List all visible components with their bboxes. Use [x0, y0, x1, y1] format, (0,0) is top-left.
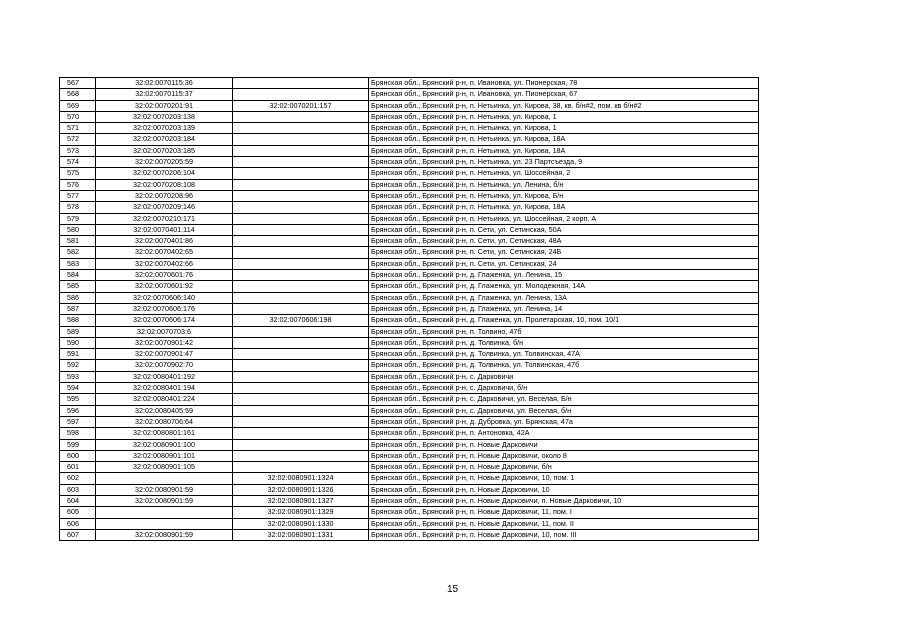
row-number-cell: 584	[60, 270, 96, 281]
table-row	[60, 100, 759, 111]
row-number-cell: 607	[60, 529, 96, 540]
related-cadastral-number-cell	[233, 236, 369, 247]
related-cadastral-number-cell	[233, 179, 369, 190]
table-row	[60, 247, 759, 258]
related-cadastral-number-cell	[233, 337, 369, 348]
cadastral-number-cell: 32:02:0070201:91	[96, 100, 233, 111]
related-cadastral-number-cell	[233, 270, 369, 281]
related-cadastral-number-cell: 32:02:0080901:1326	[233, 484, 369, 495]
table-row	[60, 111, 759, 122]
address-cell: Брянская обл., Брянский р-н, п. Нетьинка, ул. Ленина, б/н	[369, 179, 759, 190]
table-row	[60, 383, 759, 394]
address-cell: Брянская обл., Брянский р-н, п. Новые Дарковичи, п. Новые Дарковичи, 10	[369, 495, 759, 506]
table-row	[60, 405, 759, 416]
related-cadastral-number-cell	[233, 326, 369, 337]
address-cell: Брянская обл., Брянский р-н, с. Дарковичи, ул. Веселая, Б/н	[369, 394, 759, 405]
related-cadastral-number-cell	[233, 439, 369, 450]
related-cadastral-number-cell	[233, 281, 369, 292]
cadastral-number-cell: 32:02:0070203:139	[96, 123, 233, 134]
cadastral-number-cell: 32:02:0070601:76	[96, 270, 233, 281]
table-row	[60, 349, 759, 360]
cadastral-number-cell: 32:02:0070606:174	[96, 315, 233, 326]
table-row	[60, 315, 759, 326]
related-cadastral-number-cell: 32:02:0080901:1327	[233, 495, 369, 506]
table-row	[60, 145, 759, 156]
cadastral-number-cell: 32:02:0070902:70	[96, 360, 233, 371]
cadastral-number-cell: 32:02:0080901:59	[96, 495, 233, 506]
row-number-cell: 593	[60, 371, 96, 382]
row-number-cell: 587	[60, 303, 96, 314]
table-row	[60, 371, 759, 382]
cadastral-number-cell: 32:02:0070210:171	[96, 213, 233, 224]
table-row	[60, 473, 759, 484]
related-cadastral-number-cell	[233, 428, 369, 439]
table-row	[60, 450, 759, 461]
related-cadastral-number-cell	[233, 462, 369, 473]
address-cell: Брянская обл., Брянский р-н, д. Глаженка, ул. Ленина, 13А	[369, 292, 759, 303]
table-row	[60, 529, 759, 540]
row-number-cell: 586	[60, 292, 96, 303]
related-cadastral-number-cell: 32:02:0070201:157	[233, 100, 369, 111]
related-cadastral-number-cell: 32:02:0080901:1330	[233, 518, 369, 529]
address-cell: Брянская обл., Брянский р-н, д. Толвинка, б/н	[369, 337, 759, 348]
cadastral-number-cell: 32:02:0080901:59	[96, 529, 233, 540]
cadastral-number-cell: 32:02:0070901:47	[96, 349, 233, 360]
address-cell: Брянская обл., Брянский р-н, п. Ивановка, ул. Пионерская, 78	[369, 78, 759, 89]
related-cadastral-number-cell	[233, 383, 369, 394]
table-row	[60, 123, 759, 134]
cadastral-number-cell: 32:02:0080706:64	[96, 416, 233, 427]
row-number-cell: 598	[60, 428, 96, 439]
row-number-cell: 595	[60, 394, 96, 405]
cadastral-number-cell: 32:02:0080401:192	[96, 371, 233, 382]
table-row	[60, 292, 759, 303]
row-number-cell: 573	[60, 145, 96, 156]
cadastral-number-cell: 32:02:0080901:100	[96, 439, 233, 450]
cadastral-number-cell	[96, 518, 233, 529]
row-number-cell: 588	[60, 315, 96, 326]
related-cadastral-number-cell: 32:02:0070606:198	[233, 315, 369, 326]
related-cadastral-number-cell	[233, 450, 369, 461]
related-cadastral-number-cell: 32:02:0080901:1324	[233, 473, 369, 484]
row-number-cell: 576	[60, 179, 96, 190]
address-cell: Брянская обл., Брянский р-н, п. Сети, ул. Сетинская, 50А	[369, 224, 759, 235]
address-cell: Брянская обл., Брянский р-н, п. Нетьинка, ул. 23 Партсъезда, 9	[369, 157, 759, 168]
table-row	[60, 337, 759, 348]
related-cadastral-number-cell	[233, 303, 369, 314]
row-number-cell: 583	[60, 258, 96, 269]
related-cadastral-number-cell	[233, 190, 369, 201]
row-number-cell: 606	[60, 518, 96, 529]
address-cell: Брянская обл., Брянский р-н, п. Нетьинка, ул. Кирова, 1	[369, 123, 759, 134]
table-row	[60, 439, 759, 450]
table-row	[60, 78, 759, 89]
related-cadastral-number-cell	[233, 360, 369, 371]
cadastral-number-cell: 32:02:0070901:42	[96, 337, 233, 348]
cadastral-number-cell: 32:02:0070401:86	[96, 236, 233, 247]
related-cadastral-number-cell	[233, 394, 369, 405]
row-number-cell: 602	[60, 473, 96, 484]
cadastral-number-cell: 32:02:0070115:36	[96, 78, 233, 89]
row-number-cell: 580	[60, 224, 96, 235]
address-cell: Брянская обл., Брянский р-н, с. Дарковичи	[369, 371, 759, 382]
table-row	[60, 495, 759, 506]
row-number-cell: 570	[60, 111, 96, 122]
page-number: 15	[446, 584, 459, 595]
table-row	[60, 190, 759, 201]
table-row	[60, 462, 759, 473]
address-cell: Брянская обл., Брянский р-н, п. Нетьинка, ул. Кирова, 18А	[369, 145, 759, 156]
related-cadastral-number-cell	[233, 78, 369, 89]
related-cadastral-number-cell	[233, 202, 369, 213]
address-cell: Брянская обл., Брянский р-н, д. Глаженка, ул. Молодежная, 14А	[369, 281, 759, 292]
table-row	[60, 270, 759, 281]
address-cell: Брянская обл., Брянский р-н, д. Глаженка, ул. Пролетарская, 10, пом. 10/1	[369, 315, 759, 326]
table-row	[60, 303, 759, 314]
row-number-cell: 597	[60, 416, 96, 427]
row-number-cell: 577	[60, 190, 96, 201]
cadastral-number-cell: 32:02:0080801:161	[96, 428, 233, 439]
cadastral-number-cell: 32:02:0080901:105	[96, 462, 233, 473]
address-cell: Брянская обл., Брянский р-н, д. Глаженка, ул. Ленина, 14	[369, 303, 759, 314]
address-cell: Брянская обл., Брянский р-н, п. Сети, ул. Сетинская, 24Б	[369, 247, 759, 258]
cadastral-number-cell: 32:02:0080901:101	[96, 450, 233, 461]
related-cadastral-number-cell	[233, 89, 369, 100]
related-cadastral-number-cell	[233, 145, 369, 156]
table-row	[60, 258, 759, 269]
address-cell: Брянская обл., Брянский р-н, п. Нетьинка, ул. Кирова, 38, кв. б/н#2, пом. кв б/н#2	[369, 100, 759, 111]
address-cell: Брянская обл., Брянский р-н, п. Новые Дарковичи, 11, пом. II	[369, 518, 759, 529]
row-number-cell: 591	[60, 349, 96, 360]
address-cell: Брянская обл., Брянский р-н, п. Новые Дарковичи, 10, пом. III	[369, 529, 759, 540]
row-number-cell: 575	[60, 168, 96, 179]
table-row	[60, 428, 759, 439]
cadastral-number-cell: 32:02:0080405:59	[96, 405, 233, 416]
row-number-cell: 582	[60, 247, 96, 258]
related-cadastral-number-cell	[233, 134, 369, 145]
cadastral-number-cell: 32:02:0070206:104	[96, 168, 233, 179]
cadastral-number-cell: 32:02:0070606:140	[96, 292, 233, 303]
table-row	[60, 326, 759, 337]
cadastral-number-cell: 32:02:0080401:194	[96, 383, 233, 394]
row-number-cell: 603	[60, 484, 96, 495]
table-row	[60, 236, 759, 247]
cadastral-number-cell: 32:02:0070115:37	[96, 89, 233, 100]
table-row	[60, 518, 759, 529]
address-cell: Брянская обл., Брянский р-н, п. Нетьинка, ул. Кирова, 1	[369, 111, 759, 122]
table-row	[60, 416, 759, 427]
address-cell: Брянская обл., Брянский р-н, с. Дарковичи, ул. Веселая, б/н	[369, 405, 759, 416]
row-number-cell: 600	[60, 450, 96, 461]
address-cell: Брянская обл., Брянский р-н, п. Сети, ул. Сетинская, 24	[369, 258, 759, 269]
address-cell: Брянская обл., Брянский р-н, п. Новые Дарковичи, 11, пом. I	[369, 507, 759, 518]
cadastral-number-cell: 32:02:0070402:66	[96, 258, 233, 269]
cadastral-number-cell: 32:02:0070703:6	[96, 326, 233, 337]
cadastral-number-cell	[96, 507, 233, 518]
row-number-cell: 574	[60, 157, 96, 168]
row-number-cell: 596	[60, 405, 96, 416]
row-number-cell: 578	[60, 202, 96, 213]
cadastral-number-cell: 32:02:0080901:59	[96, 484, 233, 495]
address-cell: Брянская обл., Брянский р-н, п. Нетьинка, ул. Шоссейная, 2 корп. А	[369, 213, 759, 224]
table-row	[60, 360, 759, 371]
address-cell: Брянская обл., Брянский р-н, п. Новые Дарковичи, б/н	[369, 462, 759, 473]
address-cell: Брянская обл., Брянский р-н, д. Толвинка, ул. Толвинская, 47А	[369, 349, 759, 360]
row-number-cell: 571	[60, 123, 96, 134]
cadastral-number-cell: 32:02:0070205:59	[96, 157, 233, 168]
table-row	[60, 394, 759, 405]
address-cell: Брянская обл., Брянский р-н, п. Нетьинка, ул. Кирова, Б/н	[369, 190, 759, 201]
row-number-cell: 604	[60, 495, 96, 506]
row-number-cell: 585	[60, 281, 96, 292]
table-row	[60, 507, 759, 518]
table-row	[60, 134, 759, 145]
row-number-cell: 605	[60, 507, 96, 518]
table-body	[60, 78, 759, 541]
cadastral-number-cell: 32:02:0070208:96	[96, 190, 233, 201]
related-cadastral-number-cell	[233, 292, 369, 303]
related-cadastral-number-cell	[233, 213, 369, 224]
table-row	[60, 168, 759, 179]
cadastral-number-cell: 32:02:0070606:176	[96, 303, 233, 314]
cadastral-number-cell	[96, 473, 233, 484]
table-row	[60, 157, 759, 168]
related-cadastral-number-cell	[233, 349, 369, 360]
address-cell: Брянская обл., Брянский р-н, п. Сети, ул. Сетинская, 48А	[369, 236, 759, 247]
address-cell: Брянская обл., Брянский р-н, п. Новые Дарковичи, 10	[369, 484, 759, 495]
cadastral-number-cell: 32:02:0070401:114	[96, 224, 233, 235]
row-number-cell: 572	[60, 134, 96, 145]
row-number-cell: 589	[60, 326, 96, 337]
address-cell: Брянская обл., Брянский р-н, п. Новые Дарковичи, около 8	[369, 450, 759, 461]
related-cadastral-number-cell	[233, 224, 369, 235]
table-row	[60, 213, 759, 224]
related-cadastral-number-cell	[233, 157, 369, 168]
address-cell: Брянская обл., Брянский р-н, п. Антоновка, 42А	[369, 428, 759, 439]
land-registry-table	[59, 77, 759, 541]
related-cadastral-number-cell	[233, 258, 369, 269]
table-row	[60, 179, 759, 190]
address-cell: Брянская обл., Брянский р-н, п. Новые Дарковичи, 10, пом. 1	[369, 473, 759, 484]
address-cell: Брянская обл., Брянский р-н, д. Дубровка, ул. Брянская, 47а	[369, 416, 759, 427]
address-cell: Брянская обл., Брянский р-н, д. Толвинка, ул. Толвинская, 47б	[369, 360, 759, 371]
address-cell: Брянская обл., Брянский р-н, с. Дарковичи, б/н	[369, 383, 759, 394]
related-cadastral-number-cell	[233, 123, 369, 134]
related-cadastral-number-cell	[233, 111, 369, 122]
row-number-cell: 579	[60, 213, 96, 224]
table-row	[60, 484, 759, 495]
row-number-cell: 568	[60, 89, 96, 100]
related-cadastral-number-cell: 32:02:0080901:1331	[233, 529, 369, 540]
address-cell: Брянская обл., Брянский р-н, п. Ивановка, ул. Пионерская, 67	[369, 89, 759, 100]
related-cadastral-number-cell	[233, 405, 369, 416]
related-cadastral-number-cell: 32:02:0080901:1329	[233, 507, 369, 518]
row-number-cell: 590	[60, 337, 96, 348]
address-cell: Брянская обл., Брянский р-н, д. Глаженка, ул. Ленина, 15	[369, 270, 759, 281]
table-row	[60, 281, 759, 292]
cadastral-number-cell: 32:02:0070402:65	[96, 247, 233, 258]
related-cadastral-number-cell	[233, 371, 369, 382]
row-number-cell: 601	[60, 462, 96, 473]
related-cadastral-number-cell	[233, 416, 369, 427]
row-number-cell: 592	[60, 360, 96, 371]
table-row	[60, 224, 759, 235]
cadastral-number-cell: 32:02:0070601:92	[96, 281, 233, 292]
related-cadastral-number-cell	[233, 247, 369, 258]
cadastral-number-cell: 32:02:0070203:184	[96, 134, 233, 145]
row-number-cell: 594	[60, 383, 96, 394]
cadastral-number-cell: 32:02:0070208:108	[96, 179, 233, 190]
address-cell: Брянская обл., Брянский р-н, п. Нетьинка, ул. Кирова, 18А	[369, 202, 759, 213]
row-number-cell: 599	[60, 439, 96, 450]
row-number-cell: 567	[60, 78, 96, 89]
row-number-cell: 569	[60, 100, 96, 111]
cadastral-number-cell: 32:02:0070209:146	[96, 202, 233, 213]
cadastral-number-cell: 32:02:0080401:224	[96, 394, 233, 405]
address-cell: Брянская обл., Брянский р-н, п. Новые Дарковичи	[369, 439, 759, 450]
cadastral-number-cell: 32:02:0070203:138	[96, 111, 233, 122]
table-row	[60, 89, 759, 100]
address-cell: Брянская обл., Брянский р-н, п. Толвино, 47б	[369, 326, 759, 337]
address-cell: Брянская обл., Брянский р-н, п. Нетьинка, ул. Шоссейная, 2	[369, 168, 759, 179]
cadastral-number-cell: 32:02:0070203:185	[96, 145, 233, 156]
related-cadastral-number-cell	[233, 168, 369, 179]
address-cell: Брянская обл., Брянский р-н, п. Нетьинка, ул. Кирова, 18А	[369, 134, 759, 145]
table-row	[60, 202, 759, 213]
row-number-cell: 581	[60, 236, 96, 247]
